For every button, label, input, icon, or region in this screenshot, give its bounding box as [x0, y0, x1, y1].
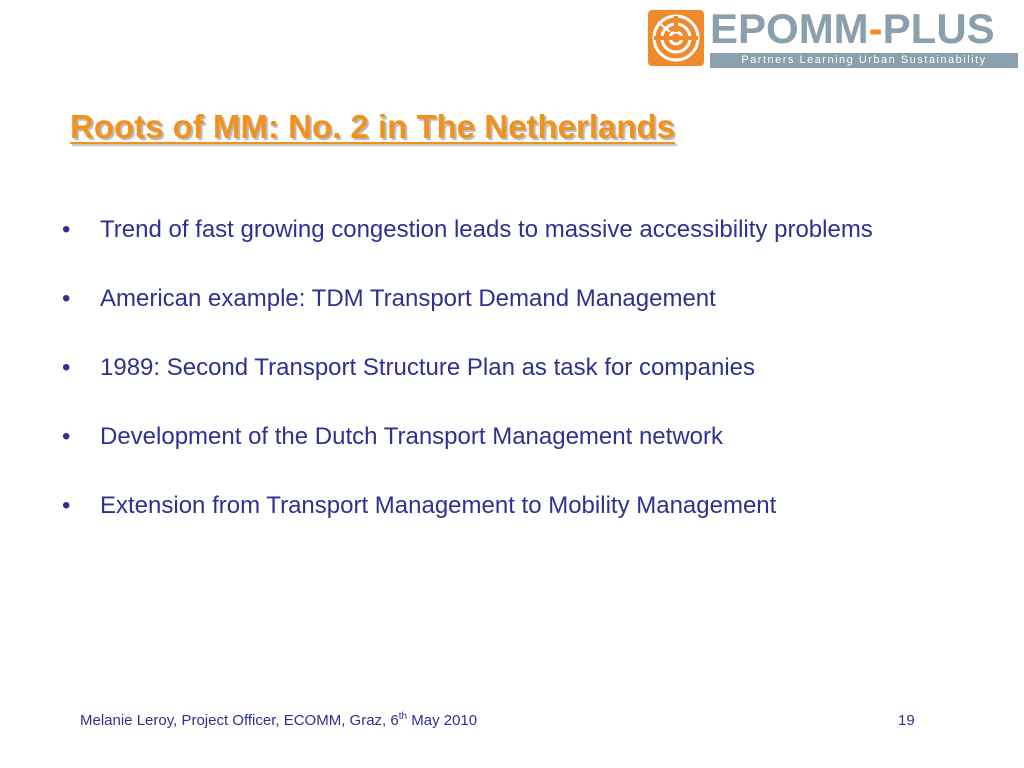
logo-tagline: Partners Learning Urban Sustainability — [710, 53, 1018, 68]
footer-superscript: th — [398, 711, 408, 722]
footer-credit — [80, 712, 477, 729]
bullet-symbol: • — [62, 354, 71, 381]
epomm-logo-icon — [648, 10, 704, 66]
bullet-text: Trend of fast growing congestion leads to massive accessibility problems — [100, 216, 873, 243]
list-item — [62, 423, 942, 450]
logo-brand-suffix: PLUS — [882, 5, 995, 52]
list-item — [62, 354, 942, 381]
page-number: 19 — [898, 712, 915, 729]
bullet-symbol: • — [62, 216, 71, 243]
bullet-symbol: • — [62, 492, 71, 519]
logo-brand-dash: - — [868, 5, 883, 52]
bullet-text: Development of the Dutch Transport Management network — [100, 423, 723, 450]
bullet-text: 1989: Second Transport Structure Plan as task for companies — [100, 354, 756, 381]
slide-title: Roots of MM: No. 2 in The Netherlands — [70, 108, 676, 145]
epomm-plus-logo — [648, 5, 1020, 68]
footer-text-end: May 2010 — [407, 712, 478, 729]
list-item — [62, 216, 942, 243]
bullet-list — [62, 216, 942, 519]
list-item — [62, 492, 942, 519]
bullet-symbol: • — [62, 285, 71, 312]
list-item — [62, 285, 942, 312]
bullet-text: Extension from Transport Management to Mobility Management — [100, 492, 777, 519]
logo-wordmark — [710, 6, 995, 52]
footer-text-start: Melanie Leroy, Project Officer, ECOMM, Graz, 6 — [80, 712, 399, 729]
bullet-text: American example: TDM Transport Demand Management — [100, 285, 716, 312]
bullet-symbol: • — [62, 423, 71, 450]
logo-brand-main: EPOMM — [710, 5, 869, 52]
